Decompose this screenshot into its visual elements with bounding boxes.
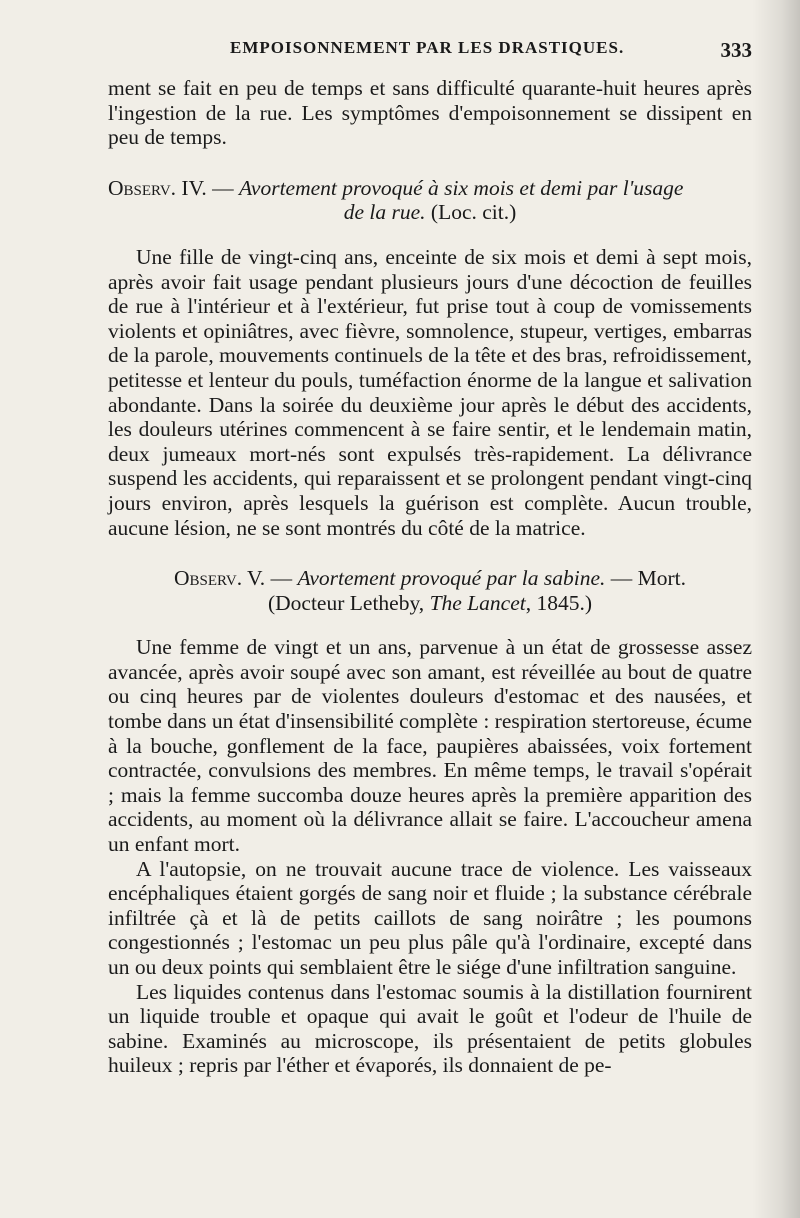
observation-5-title-end: — Mort. xyxy=(605,566,686,591)
body-text xyxy=(108,76,752,1078)
observation-5-body-3: Les liquides contenus dans l'estomac soumis à la distillation fournirent un liquide trouble et opaque qui avait le goût et l'odeur de l'huile de sabine. Examinés au microscope, ils présentaient de petits globules huileux ; repris par l'éther et évaporés, ils donnaient de pe- xyxy=(108,979,752,1078)
observation-5-label: Observ. V. xyxy=(174,566,266,591)
page-header xyxy=(112,38,752,64)
observation-4-title: Avortement provoqué à six mois et demi par l'usage xyxy=(238,175,684,200)
observation-5-body-2: A l'autopsie, on ne trouvait aucune trace de violence. Les vaisseaux encéphaliques étaient gorgés de sang noir et fluide ; la substance cérébrale infiltrée çà et là de petits caillots de sang noirâtre ; les poumons congestionnés ; l'estomac un peu plus pâle qu'à l'ordinaire, excepté dans un ou deux points qui semblaient être le siége d'une infiltration sanguine. xyxy=(108,856,752,979)
observation-4-body: Une fille de vingt-cinq ans, enceinte de six mois et demi à sept mois, après avoir fait usage pendant plusieurs jours d'une décoction de feuilles de rue à l'intérieur et à l'extérieur, fut prise tout à coup de vomissements violents et opiniâtres, avec fièvre, somnolence, stupeur, vertiges, embarras de la parole, mouvements continuels de la tête et des bras, refroidissement, petitesse et lenteur du pouls, tuméfaction énorme de la langue et salivation abondante. Dans la soirée du deuxième jour après le début des accidents, les douleurs utérines commencent à se faire sentir, et le lendemain matin, deux jumeaux mort-nés sont expulsés très-rapidement. La délivrance suspend les accidents, qui reparaissent et se prolongent pendant vingt-cinq jours environ, après lesquels la guérison est complète. Aucun trouble, aucune lésion, ne se sont montrés du côté de la matrice. xyxy=(108,244,752,540)
observation-4-source: (Loc. cit.) xyxy=(430,200,517,225)
running-title: EMPOISONNEMENT PAR LES DRASTIQUES. xyxy=(230,38,625,57)
observation-5-dash: — xyxy=(265,566,298,591)
continuation-paragraph: ment se fait en peu de temps et sans difficulté quarante-huit heures après l'ingestion de la rue. Les symptômes d'empoisonnement se dissipent en peu de temps. xyxy=(108,76,752,150)
observation-5-title: Avortement provoqué par la sabine. xyxy=(297,566,606,591)
observation-5-source-close: , 1845.) xyxy=(525,590,593,615)
observation-5-body-1: Une femme de vingt et un ans, parvenue à un état de grossesse assez avancée, après avoir soupé avec son amant, est réveillée au bout de quatre ou cinq heures par de violentes douleurs d'estomac et des nausées, et tombe dans un état d'insensibilité complète : respiration stertoreuse, écume à la bouche, gonflement de la face, paupières abaissées, voix fortement contractée, convulsions des membres. En même temps, le travail s'opérait ; mais la femme succomba douze heures après la première apparition des accidents, au moment où la délivrance allait se faire. L'accoucheur amena un enfant mort. xyxy=(108,635,752,857)
observation-4-dash: — xyxy=(206,175,239,200)
observation-4-title-cont: de la rue. xyxy=(343,200,426,225)
observation-5-heading xyxy=(108,566,752,615)
observation-5-source-open: (Docteur Letheby, xyxy=(267,590,430,615)
page-number: 333 xyxy=(720,38,752,62)
page-gutter-shadow xyxy=(752,0,800,1218)
observation-4-label: Observ. IV. xyxy=(108,175,207,200)
observation-5-source-journal: The Lancet xyxy=(429,590,526,615)
observation-4-heading xyxy=(108,176,752,225)
